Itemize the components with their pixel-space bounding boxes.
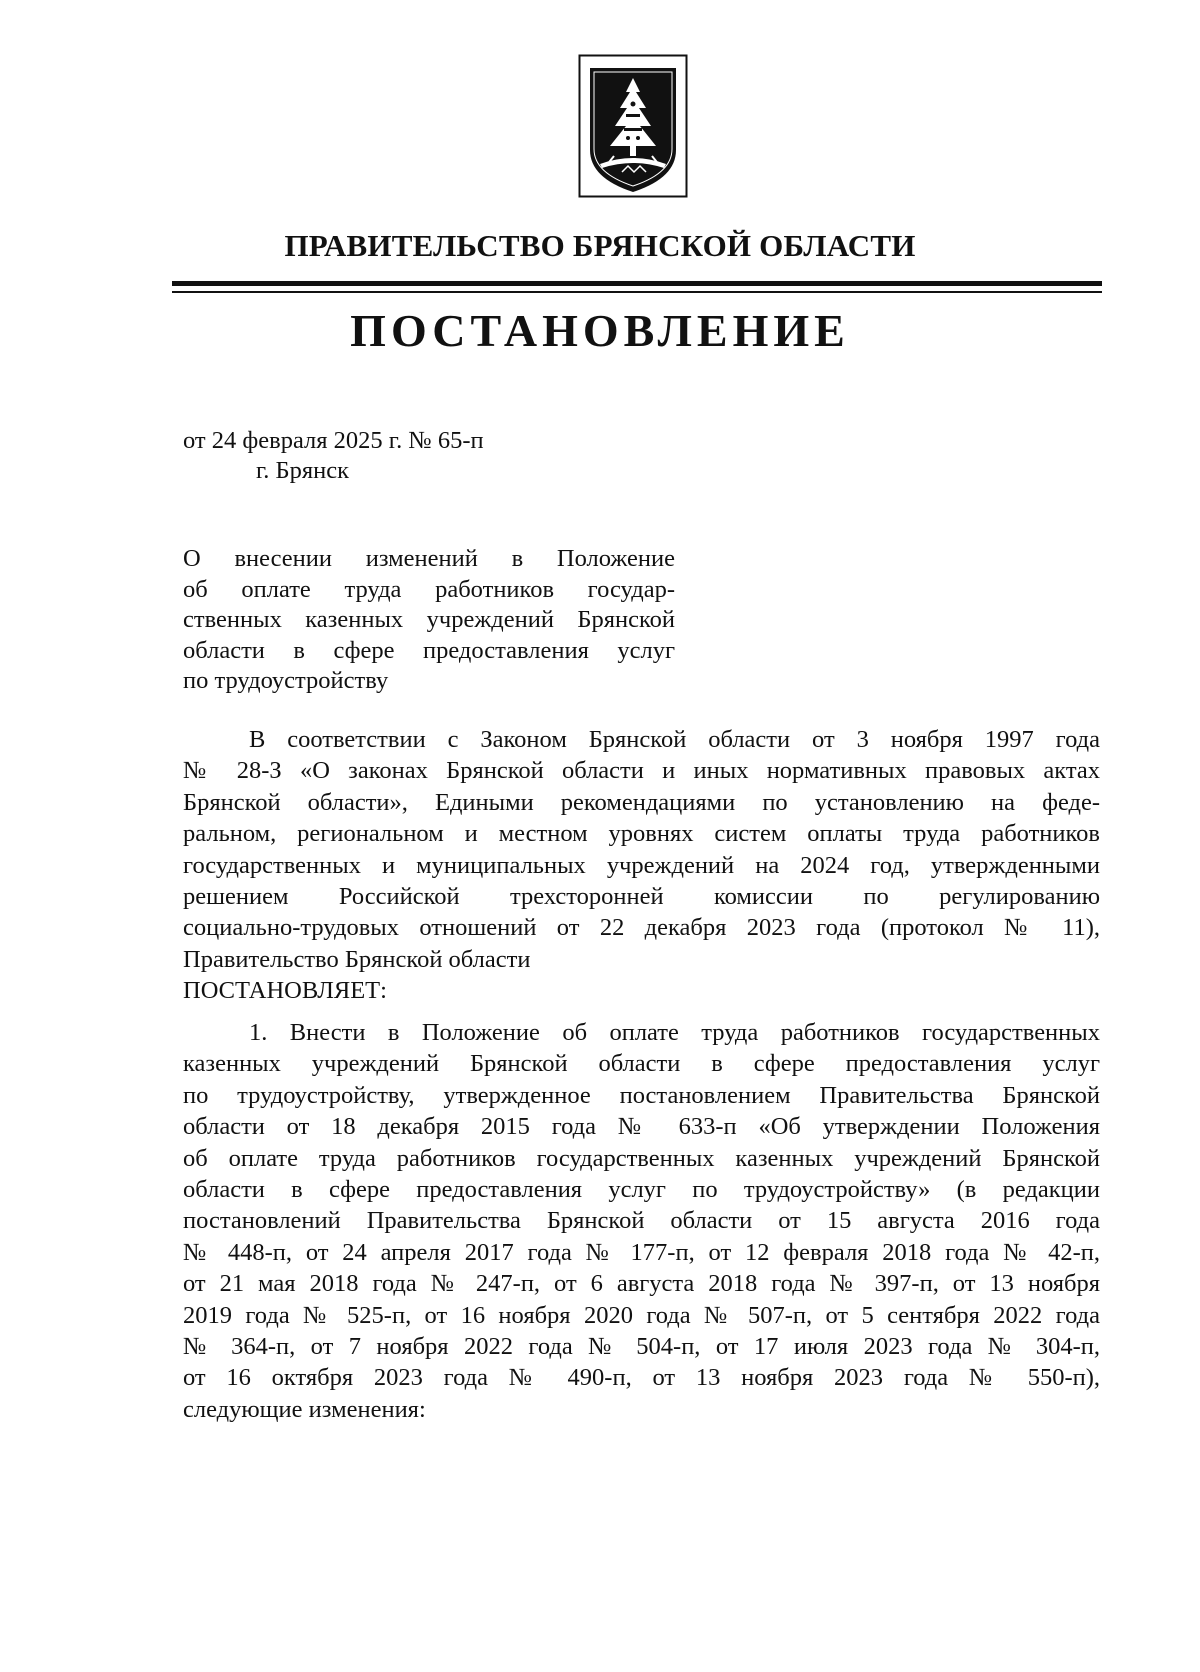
city: г. Брянск [256,457,350,484]
item-1-paragraph [183,1017,1100,1425]
paragraph-line: Брянской области», Едиными рекомендациями по установлению на феде- [183,788,1100,816]
paragraph-line: от 21 мая 2018 года № 247-п, от 6 августа 2018 года № 397-п, от 13 ноября [183,1270,1100,1298]
header-divider-thin [172,291,1102,293]
document-type-title: ПОСТАНОВЛЕНИЕ [350,305,850,356]
subject-line: О внесении изменений в Положение [183,545,675,572]
organization-name: ПРАВИТЕЛЬСТВО БРЯНСКОЙ ОБЛАСТИ [284,228,916,263]
coat-of-arms-icon [578,54,688,198]
paragraph-line: решением Российской трехсторонней комиссии по регулированию [183,883,1100,911]
paragraph-line: государственных и муниципальных учреждений на 2024 год, утвержденными [183,851,1100,879]
document-subject [183,544,675,697]
subject-line: об оплате труда работников государ- [183,575,675,603]
header-divider-thick [172,281,1102,286]
paragraph-line: казенных учреждений Брянской области в сфере предоставления услуг [183,1050,1100,1078]
paragraph-line: Правительство Брянской области [183,945,531,973]
paragraph-line: постановлений Правительства Брянской области от 15 августа 2016 года [183,1207,1100,1235]
resolution-keyword: ПОСТАНОВЛЯЕТ: [183,977,387,1005]
paragraph-line: следующие изменения: [183,1395,426,1423]
paragraph-line: № 28-З «О законах Брянской области и иных нормативных правовых актах [183,757,1100,785]
paragraph-line: об оплате труда работников государственных казенных учреждений Брянской [183,1144,1100,1172]
paragraph-line: 2019 года № 525-п, от 16 ноября 2020 года № 507-п, от 5 сентября 2022 года [183,1301,1100,1329]
paragraph-line: № 364-п, от 7 ноября 2022 года № 504-п, от 17 июля 2023 года № 304-п, [183,1333,1100,1361]
preamble-paragraph [183,724,1100,1007]
paragraph-line: социально-трудовых отношений от 22 декабря 2023 года (протокол № 11), [183,914,1100,942]
date-and-number: от 24 февраля 2025 г. № 65-п [183,427,484,454]
paragraph-line: № 448-п, от 24 апреля 2017 года № 177-п, от 12 февраля 2018 года № 42-п, [183,1238,1100,1266]
paragraph-line: от 16 октября 2023 года № 490-п, от 13 ноября 2023 года № 550-п), [183,1364,1100,1392]
paragraph-line: 1. Внести в Положение об оплате труда работников государственных [249,1019,1100,1046]
paragraph-line: по трудоустройству, утвержденное постановлением Правительства Брянской [183,1081,1100,1109]
subject-line: по трудоустройству [183,667,389,694]
paragraph-line: В соответствии с Законом Брянской области от 3 ноября 1997 года [249,726,1100,753]
paragraph-line: области от 18 декабря 2015 года № 633-п «Об утверждении Положения [183,1113,1100,1141]
subject-line: области в сфере предоставления услуг [183,636,675,664]
paragraph-line: ральном, региональном и местном уровнях систем оплаты труда работников [183,820,1100,848]
paragraph-line: области в сфере предоставления услуг по трудоустройству» (в редакции [183,1176,1100,1204]
subject-line: ственных казенных учреждений Брянской [183,606,675,633]
